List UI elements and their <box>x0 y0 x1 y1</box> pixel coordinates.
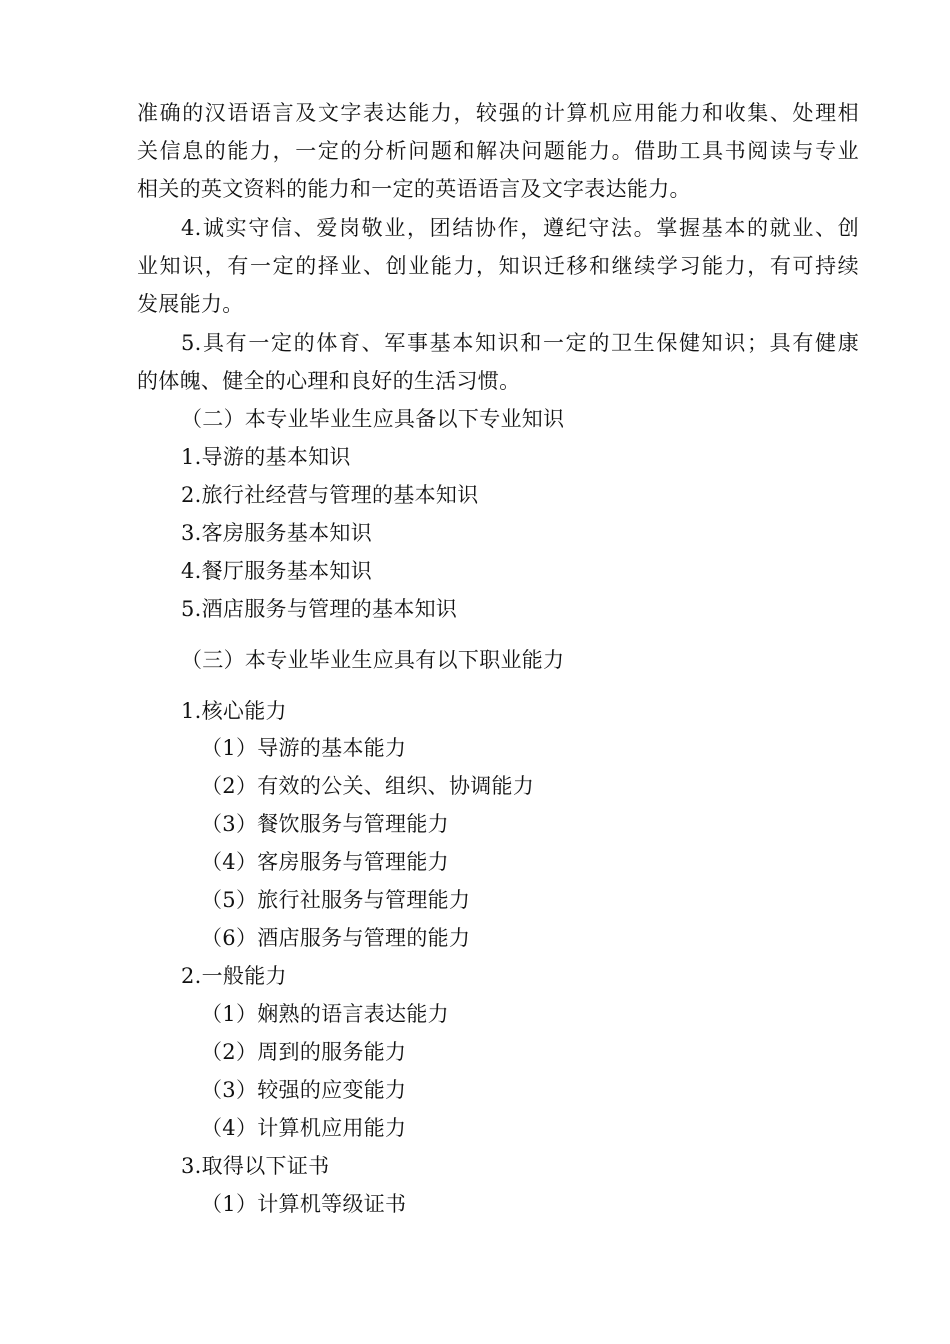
list-item: （1）计算机等级证书 <box>201 1192 407 1216</box>
list-item: （3）餐饮服务与管理能力 <box>201 812 449 836</box>
subsection-title: 1.核心能力 <box>181 699 287 723</box>
list-item: 1.导游的基本知识 <box>181 445 351 469</box>
list-item: （3）较强的应变能力 <box>201 1078 407 1102</box>
section-heading: （三）本专业毕业生应具有以下职业能力 <box>181 648 565 672</box>
list-item: （1）导游的基本能力 <box>201 736 407 760</box>
list-item: （5）旅行社服务与管理能力 <box>201 888 471 912</box>
paragraph-line: 关信息的能力，一定的分析问题和解决问题能力。借助工具书阅读与专业 <box>137 139 859 163</box>
list-item: （4）客房服务与管理能力 <box>201 850 449 874</box>
list-item: （1）娴熟的语言表达能力 <box>201 1002 449 1026</box>
paragraph-line: 5.具有一定的体育、军事基本知识和一定的卫生保健知识；具有健康 <box>181 331 859 355</box>
paragraph-line: 相关的英文资料的能力和一定的英语语言及文字表达能力。 <box>137 177 691 201</box>
list-item: 3.客房服务基本知识 <box>181 521 373 545</box>
paragraph-line: 业知识，有一定的择业、创业能力，知识迁移和继续学习能力，有可持续 <box>137 254 859 278</box>
list-item: （2）周到的服务能力 <box>201 1040 407 1064</box>
subsection-title: 3.取得以下证书 <box>181 1154 330 1178</box>
list-item: （2）有效的公关、组织、协调能力 <box>201 774 535 798</box>
list-item: 4.餐厅服务基本知识 <box>181 559 373 583</box>
paragraph-line: 发展能力。 <box>137 292 244 316</box>
paragraph-line: 准确的汉语语言及文字表达能力，较强的计算机应用能力和收集、处理相 <box>137 101 859 125</box>
list-item: （6）酒店服务与管理的能力 <box>201 926 471 950</box>
section-heading: （二）本专业毕业生应具备以下专业知识 <box>181 407 565 431</box>
list-item: 2.旅行社经营与管理的基本知识 <box>181 483 479 507</box>
paragraph-line: 的体魄、健全的心理和良好的生活习惯。 <box>137 369 521 393</box>
subsection-title: 2.一般能力 <box>181 964 287 988</box>
list-item: 5.酒店服务与管理的基本知识 <box>181 597 458 621</box>
list-item: （4）计算机应用能力 <box>201 1116 407 1140</box>
paragraph-line: 4.诚实守信、爱岗敬业，团结协作，遵纪守法。掌握基本的就业、创 <box>181 216 859 240</box>
